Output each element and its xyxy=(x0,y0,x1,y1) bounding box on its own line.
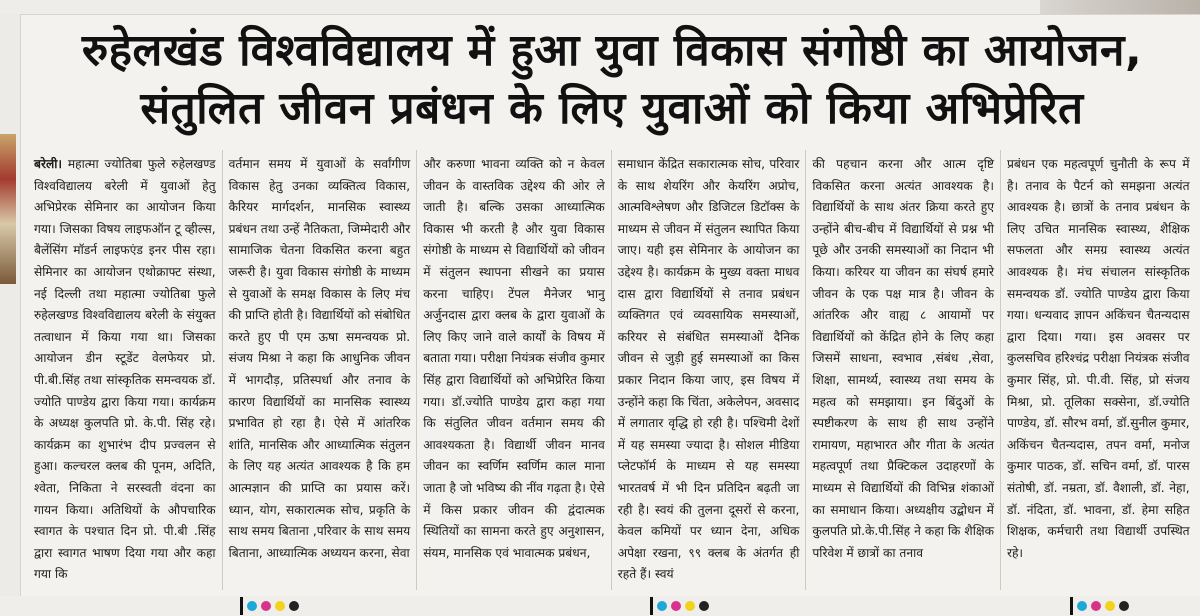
dateline: बरेली। xyxy=(34,157,62,171)
adjacent-column-left-edge xyxy=(0,14,21,616)
registration-mark xyxy=(240,599,299,613)
printer-registration-marks xyxy=(0,596,1200,616)
article-column-5: की पहचान करना और आत्म दृष्टि विकसित करना अत्यंत आवश्यक है। विद्यार्थियों के साथ अंतर क्रिया करते हुए उन्होंने बीच-बीच में विद्यार्थियों से प्रश्न भी पूछे और उनकी समस्याओं का निदान भी किया। करियर या जीवन का संघर्ष हमारे जीवन के एक पक्ष मात्र है। जीवन के आंतरिक और वाह्य ८ आयामों पर विद्यार्थियों को केंद्रित होने के लिए कहा जिसमें साधना, स्वभाव ,संबंध ,सेवा, शिक्षा, सामर्थ्य, स्वास्थ्य तथा समय के महत्व को समझाया। इन बिंदुओं के स्पष्टीकरण के साथ ही साथ उन्होंने रामायण, महाभारत और गीता के अत्यंत महत्वपूर्ण तथा प्रैक्टिकल उदाहरणों के माध्यम से विद्यार्थियों की विभिन्न शंकाओं का समाधान किया। अध्यक्षीय उद्बोधन में कुलपति प्रो.के.पी.सिंह ने कहा कि शैक्षिक परिवेश में छात्रों का तनाव xyxy=(806,150,1001,590)
headline-line-2: संतुलित जीवन प्रबंधन के लिए युवाओं को किया अभिप्रेरित xyxy=(140,83,1084,134)
article-column-2: वर्तमान समय में युवाओं के सर्वांगीण विकास हेतु उनका व्यक्तित्व विकास, कैरियर मार्गदर्शन, मानसिक स्वास्थ्य प्रबंधन तथा उन्हें नैतिकता, जिम्मेदारी और सामाजिक चेतना विकसित करना बहुत जरूरी है। युवा विकास संगोष्ठी के माध्यम से युवाओं के समक्ष विकास के लिए मंच की प्राप्ति होती है। विद्यार्थियों को संबोधित करते हुए पी एम ऊषा समन्वयक प्रो. संजय मिश्रा ने कहा कि आधुनिक जीवन में भागदौड़, प्रतिस्पर्धा और तनाव के कारण विद्यार्थियों का मानसिक स्वास्थ्य प्रभावित हो रहा है। ऐसे में आंतरिक शांति, मानसिक और आध्यात्मिक संतुलन के लिए यह अत्यंत आवश्यक है कि हम आत्मज्ञान की प्राप्ति का प्रयास करें। ध्यान, योग, सकारात्मक सोच, प्रकृति के साथ समय बिताना ,परिवार के साथ समय बिताना, आध्यात्मिक अध्ययन करना, सेवा xyxy=(223,150,418,590)
column-1-text: महात्मा ज्योतिबा फुले रुहेलखण्ड विश्वविद्यालय बरेली में युवाओं हेतु अभिप्रेरक सेमिनार का आयोजन किया गया। जिसका विषय लाइफऑन टू व्हील्स, बैलेंसिंग मॉडर्न लाइफएंड इनर पीस रहा। सेमिनार का आयोजन एथोक्राफ्ट संस्था, नई दिल्ली तथा महात्मा ज्योतिबा फुले रुहेलखण्ड विश्वविद्यालय बरेली के संयुक्त तत्वाधान में किया गया था। जिसका आयोजन डीन स्टूडेंट वेलफेयर प्रो. पी.बी.सिंह तथा सांस्कृतिक समन्वयक डॉ. ज्योति पाण्डेय द्वारा किया गया। कार्यक्रम के अध्यक्ष कुलपति प्रो. के.पी. सिंह रहे। कार्यक्रम का शुभारंभ दीप प्रज्वलन से हुआ। कल्चरल क्लब की पूनम, अदिति, श्वेता, निकिता ने सरस्वती वंदना का गायन किया। अतिथियों के औपचारिक स्वागत के पश्चात दिन प्रो. पी.बी .सिंह द्वारा स्वागत भाषण दिया गया और कहा गया कि xyxy=(34,157,216,582)
article-column-4: समाधान केंद्रित सकारात्मक सोच, परिवार के साथ शेयरिंग और केयरिंग अप्रोच, आत्मविश्लेषण और डिजिटल डिटॉक्स के माध्यम से जीवन में संतुलन स्थापित किया जाए। यही इस सेमिनार के आयोजन का उद्देश्य है। कार्यक्रम के मुख्य वक्ता माधव दास द्वारा विद्यार्थियों से तनाव प्रबंधन व्यक्तिगत एवं व्यवसायिक समस्याओं, करियर से संबंधित समस्याओं दैनिक जीवन से जुड़ी हुई समस्याओं का किस प्रकार निदान किया जाए, इस विषय में उन्होंने कहा कि चिंता, अकेलेपन, अवसाद में लगातार वृद्धि हो रही है। पश्चिमी देशों में यह समस्या ज्यादा है। सोशल मीडिया प्लेटफॉर्म के माध्यम से यह समस्या भारतवर्ष में भी दिन प्रतिदिन बढ़ती जा रही है। स्वयं की तुलना दूसरों से करना, केवल कमियों पर ध्यान देना, अधिक अपेक्षा रखना, ९९ क्लब के अंतर्गत ही रहते हैं। स्वयं xyxy=(612,150,807,590)
adjacent-photo xyxy=(0,134,16,284)
registration-mark xyxy=(1070,599,1129,613)
article-column-6: प्रबंधन एक महत्वपूर्ण चुनौती के रूप में है। तनाव के पैटर्न को समझना अत्यंत आवश्यक है। छात्रों के तनाव प्रबंधन के लिए उचित मानसिक स्वास्थ्य, शैक्षिक सफलता और समग्र स्वास्थ्य अत्यंत आवश्यक है। मंच संचालन सांस्कृतिक समन्वयक डॉ. ज्योति पाण्डेय द्वारा किया गया। धन्यवाद ज्ञापन अकिंचन चैतन्यदास द्वारा दिया। गया। इस अवसर पर कुलसचिव हरिश्चंद्र परीक्षा नियंत्रक संजीव कुमार सिंह, प्रो. पी.वी. सिंह, प्रो संजय मिश्रा, प्रो. तूलिका सक्सेना, डॉ.ज्योति पाण्डेय, डॉ. सौरभ वर्मा, डॉ.सुनील कुमार, अकिंचन चैतन्यदास, तपन वर्मा, मनोज कुमार पाठक, डॉ. सचिन वर्मा, डॉ. पारस संतोषी, डॉ. नम्रता, डॉ. वैशाली, डॉ. नेहा, डॉ. नंदिता, डॉ. भावना, डॉ. हेमा सहित शिक्षक, कर्मचारी तथा विद्यार्थी उपस्थित रहे। xyxy=(1006,157,1190,560)
adjacent-photo-edge xyxy=(1040,0,1200,14)
article-body xyxy=(28,150,1196,590)
headline-line-1: रुहेलखंड विश्वविद्यालय में हुआ युवा विकास संगोष्ठी का आयोजन, xyxy=(81,25,1143,76)
article-column-1 xyxy=(28,150,223,590)
headline xyxy=(28,22,1196,138)
article-column-3: और करुणा भावना व्यक्ति को न केवल जीवन के वास्तविक उद्देश्य की ओर ले जाती है। बल्कि उसका आध्यात्मिक विकास भी करती है और युवा विकास संगोष्ठी के माध्यम से विद्यार्थियों को जीवन में संतुलन स्थापना सीखने का प्रयास करना चाहिए। टेंपल मैनेजर भानु अर्जुनदास द्वारा क्लब के द्वारा युवाओं के लिए किए जाने वाले कार्यों के विषय में बताता गया। परीक्षा नियंत्रक संजीव कुमार सिंह द्वारा विद्यार्थियों को अभिप्रेरित किया गया। डॉ.ज्योति पाण्डेय द्वारा कहा गया कि संतुलित जीवन वर्तमान समय की आवश्यकता है। विद्यार्थी जीवन मानव जीवन का स्वर्णिम स्वर्णिम काल माना जाता है जो भविष्य की नींव गढ़ता है। ऐसे में किस प्रकार जीवन की द्वंदात्मक स्थितियों का सामना करते हुए अनुशासन, संयम, मानसिक एवं भावात्मक प्रबंधन, xyxy=(417,150,612,590)
adjacent-article-top-strip xyxy=(0,0,1200,15)
registration-mark xyxy=(650,599,709,613)
